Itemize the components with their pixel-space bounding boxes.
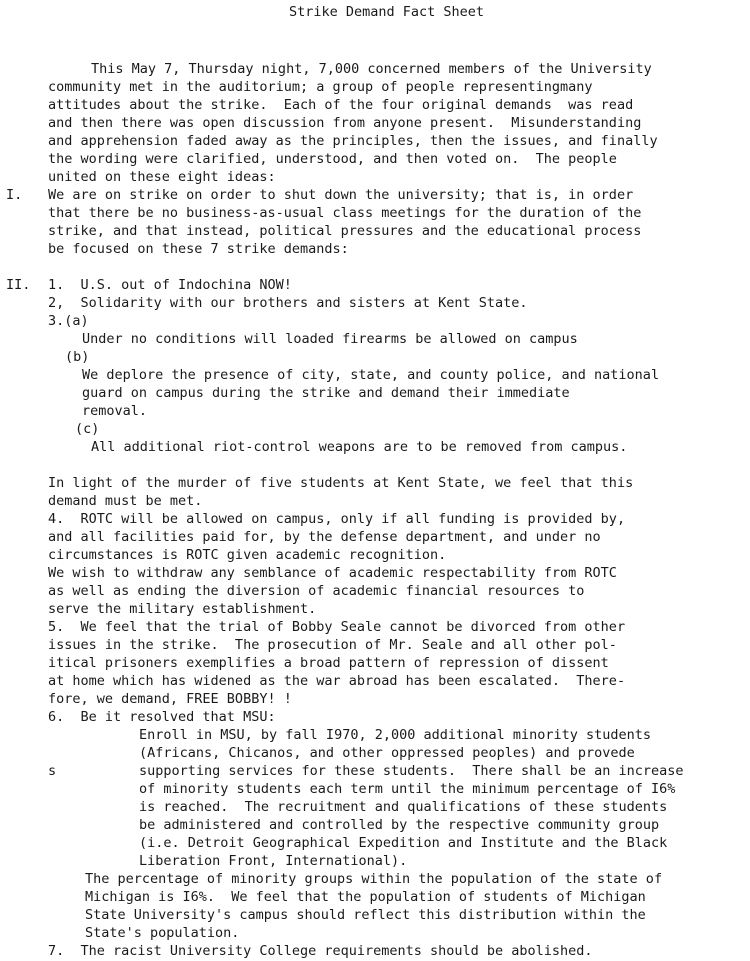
text-line: 2, Solidarity with our brothers and sisters at Kent State. [48, 295, 528, 311]
text-line: supporting services for these students. There shall be an increase [139, 763, 684, 779]
text-line: 6. Be it resolved that MSU: [48, 709, 276, 725]
text-line: This May 7, Thursday night, 7,000 concerned members of the University [91, 61, 652, 77]
text-line: 4. ROTC will be allowed on campus, only if all funding is provided by, [48, 511, 626, 527]
text-line: We wish to withdraw any semblance of academic respectability from ROTC [48, 565, 617, 581]
text-line: demand must be met. [48, 493, 203, 509]
text-line: serve the military establishment. [48, 601, 317, 617]
text-line: guard on campus during the strike and demand their immediate [82, 385, 570, 401]
text-line: The percentage of minority groups within the population of the state of [85, 871, 663, 887]
text-line: is reached. The recruitment and qualifications of these students [139, 799, 668, 815]
text-line: that there be no business-as-usual class meetings for the duration of the [48, 205, 642, 221]
text-line: (i.e. Detroit Geographical Expedition and Institute and the Black [139, 835, 668, 851]
text-line: itical prisoners exemplifies a broad pattern of repression of dissent [48, 655, 609, 671]
text-line: attitudes about the strike. Each of the four original demands was read [48, 97, 634, 113]
text-line: (c) [75, 421, 100, 437]
text-line: 5. We feel that the trial of Bobby Seale cannot be divorced from other [48, 619, 626, 635]
text-line: State University's campus should reflect this distribution within the [85, 907, 646, 923]
text-line: (Africans, Chicanos, and other oppressed peoples) and provede [139, 745, 635, 761]
text-line: (b) [65, 349, 90, 365]
text-line: Enroll in MSU, by fall I970, 2,000 additional minority students [139, 727, 652, 743]
text-line: II. [6, 277, 31, 293]
text-line: of minority students each term until the minimum percentage of I6% [139, 781, 676, 797]
text-line: All additional riot-control weapons are to be removed from campus. [91, 439, 628, 455]
text-line: issues in the strike. The prosecution of Mr. Seale and all other pol- [48, 637, 617, 653]
text-line: 7. The racist University College requirements should be abolished. [48, 943, 593, 959]
text-line: In light of the murder of five students at Kent State, we feel that this [48, 475, 634, 491]
text-line: united on these eight ideas: [48, 169, 276, 185]
text-line: We are on strike on order to shut down the university; that is, in order [48, 187, 634, 203]
text-line: 3.(a) [48, 313, 89, 329]
text-line: s [48, 763, 57, 779]
text-line: removal. [82, 403, 148, 419]
text-line: 1. U.S. out of Indochina NOW! [48, 277, 292, 293]
page-title: Strike Demand Fact Sheet [289, 4, 485, 20]
text-line: circumstances is ROTC given academic recognition. [48, 547, 447, 563]
text-line: and then there was open discussion from anyone present. Misunderstanding [48, 115, 642, 131]
text-line: Liberation Front, International). [139, 853, 408, 869]
text-line: strike, and that instead, political pressures and the educational process [48, 223, 642, 239]
text-line: State's population. [85, 925, 240, 941]
text-line: the wording were clarified, understood, and then voted on. The people [48, 151, 617, 167]
text-line: Michigan is I6%. We feel that the population of students of Michigan [85, 889, 646, 905]
text-line: and apprehension faded away as the principles, then the issues, and finally [48, 133, 658, 149]
text-line: be administered and controlled by the respective community group [139, 817, 660, 833]
text-line: Under no conditions will loaded firearms be allowed on campus [82, 331, 578, 347]
text-line: and all facilities paid for, by the defense department, and under no [48, 529, 601, 545]
text-line: as well as ending the diversion of academic financial resources to [48, 583, 585, 599]
text-line: fore, we demand, FREE BOBBY! ! [48, 691, 292, 707]
text-line: community met in the auditorium; a group of people representingmany [48, 79, 593, 95]
text-line: We deplore the presence of city, state, and county police, and national [82, 367, 660, 383]
text-line: be focused on these 7 strike demands: [48, 241, 349, 257]
text-line: at home which has widened as the war abroad has been escalated. There- [48, 673, 626, 689]
text-line: I. [6, 187, 23, 203]
